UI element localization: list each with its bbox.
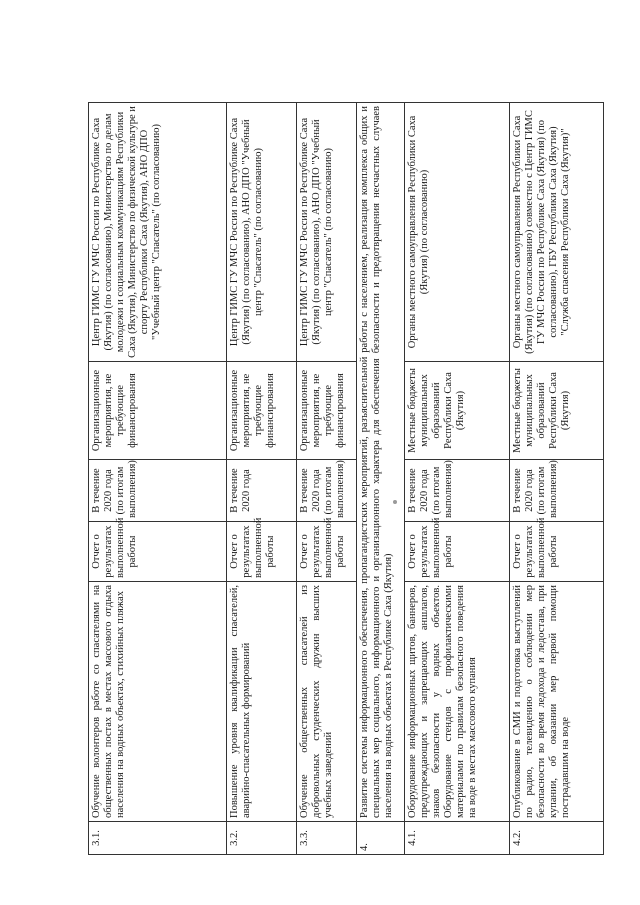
measure-name: Обучение волонтеров работе со спасателями на общественных постах в местах массового отдыха населения на водных объектах, стихийных пляжах bbox=[89, 582, 227, 822]
funding-source: Местные бюджеты муниципальных образований Республики Саха (Якутия) bbox=[510, 362, 604, 460]
funding-source: Организационные мероприятия, не требующие финансирования bbox=[227, 362, 297, 460]
deadline: В течение 2020 года (по итогам выполнения) bbox=[510, 460, 604, 522]
row-number: 3.1. bbox=[89, 822, 227, 855]
deadline: В течение 2020 года (по итогам выполнения) bbox=[89, 460, 227, 522]
table-row bbox=[510, 103, 604, 855]
measures-table bbox=[88, 102, 604, 855]
expected-result: Отчет о результатах выполненной работы bbox=[510, 522, 604, 582]
deadline: В течение 2020 года (по итогам выполнения) bbox=[405, 460, 510, 522]
responsible-executors: Органы местного самоуправления Республики Саха (Якутия) (по согласованию) совместно с Центр ГИМС ГУ МЧС России по Республике Саха (Якутия) (по согласованию), ГБУ Республики Саха (Якутия) "Служба спасения Республики Саха (Якутия)" bbox=[510, 103, 604, 362]
row-number: 4.2. bbox=[510, 822, 604, 855]
row-number: 4.1. bbox=[405, 822, 510, 855]
expected-result: Отчет о результатах выполненной работы bbox=[89, 522, 227, 582]
section-number: 4. bbox=[357, 822, 405, 855]
measure-name: Опубликование в СМИ и подготовка выступлений по радио, телевидению о соблюдении мер безопасности во время ледохода и ледостава, при купании, об оказании мер первой помощи пострадавшим на воде bbox=[510, 582, 604, 822]
table-row bbox=[89, 103, 227, 855]
expected-result: Отчет о результатах выполненной работы bbox=[297, 522, 357, 582]
table-row bbox=[405, 103, 510, 855]
responsible-executors: Центр ГИМС ГУ МЧС России по Республике Саха (Якутия) (по согласованию), Министерство по делам молодежи и социальным коммуникациям Республики Саха (Якутия), Министерство по физической культуре и спорту Республики Саха (Якутия), АНО ДПО "Учебный центр "Спасатель" (по согласованию) bbox=[89, 103, 227, 362]
row-number: 3.2. bbox=[227, 822, 297, 855]
funding-source: Организационные мероприятия, не требующие финансирования bbox=[297, 362, 357, 460]
table-row bbox=[297, 103, 357, 855]
measure-name: Повышение уровня квалификации спасателей, аварийно-спасательных формирований bbox=[227, 582, 297, 822]
section-title: Развитие системы информационного обеспечения, пропагандистских мероприятий, разъяснительной работы с населением, реализация комплекса общих и специальных мер социального, информационного и организационного характера для обеспечения безопасности и предотвращения несчастных случаев населения на водных объектах в Республике Саха (Якутия) bbox=[357, 103, 405, 822]
row-number: 3.3. bbox=[297, 822, 357, 855]
section-row bbox=[357, 103, 405, 855]
funding-source: Местные бюджеты муниципальных образований Республики Саха (Якутия) bbox=[405, 362, 510, 460]
funding-source: Организационные мероприятия, не требующие финансирования bbox=[89, 362, 227, 460]
deadline: В течение 2020 года (по итогам выполнения) bbox=[297, 460, 357, 522]
responsible-executors: Центр ГИМС ГУ МЧС России по Республике Саха (Якутия) (по согласованию), АНО ДПО "Учебный центр "Спасатель" (по согласованию) bbox=[297, 103, 357, 362]
expected-result: Отчет о результатах выполненной работы bbox=[227, 522, 297, 582]
deadline: В течение 2020 года bbox=[227, 460, 297, 522]
responsible-executors: Центр ГИМС ГУ МЧС России по Республике Саха (Якутия) (по согласованию), АНО ДПО "Учебный центр "Спасатель" (по согласованию) bbox=[227, 103, 297, 362]
responsible-executors: Органы местного самоуправления Республики Саха (Якутия) (по согласованию) bbox=[405, 103, 510, 362]
expected-result: Отчет о результатах выполненной работы bbox=[405, 522, 510, 582]
table-row bbox=[227, 103, 297, 855]
measure-name: Оборудование информационных щитов, баннеров, предупреждающих и запрещающих аншлагов, знаков безопасности у водных объектов. Оборудование стендов с профилактическими материалами по правилам безопасного поведения на воде в местах массового купания bbox=[405, 582, 510, 822]
rotated-table-container bbox=[88, 103, 573, 855]
measure-name: Обучение общественных спасателей из добровольных студенческих дружин высших учебных заведений bbox=[297, 582, 357, 822]
